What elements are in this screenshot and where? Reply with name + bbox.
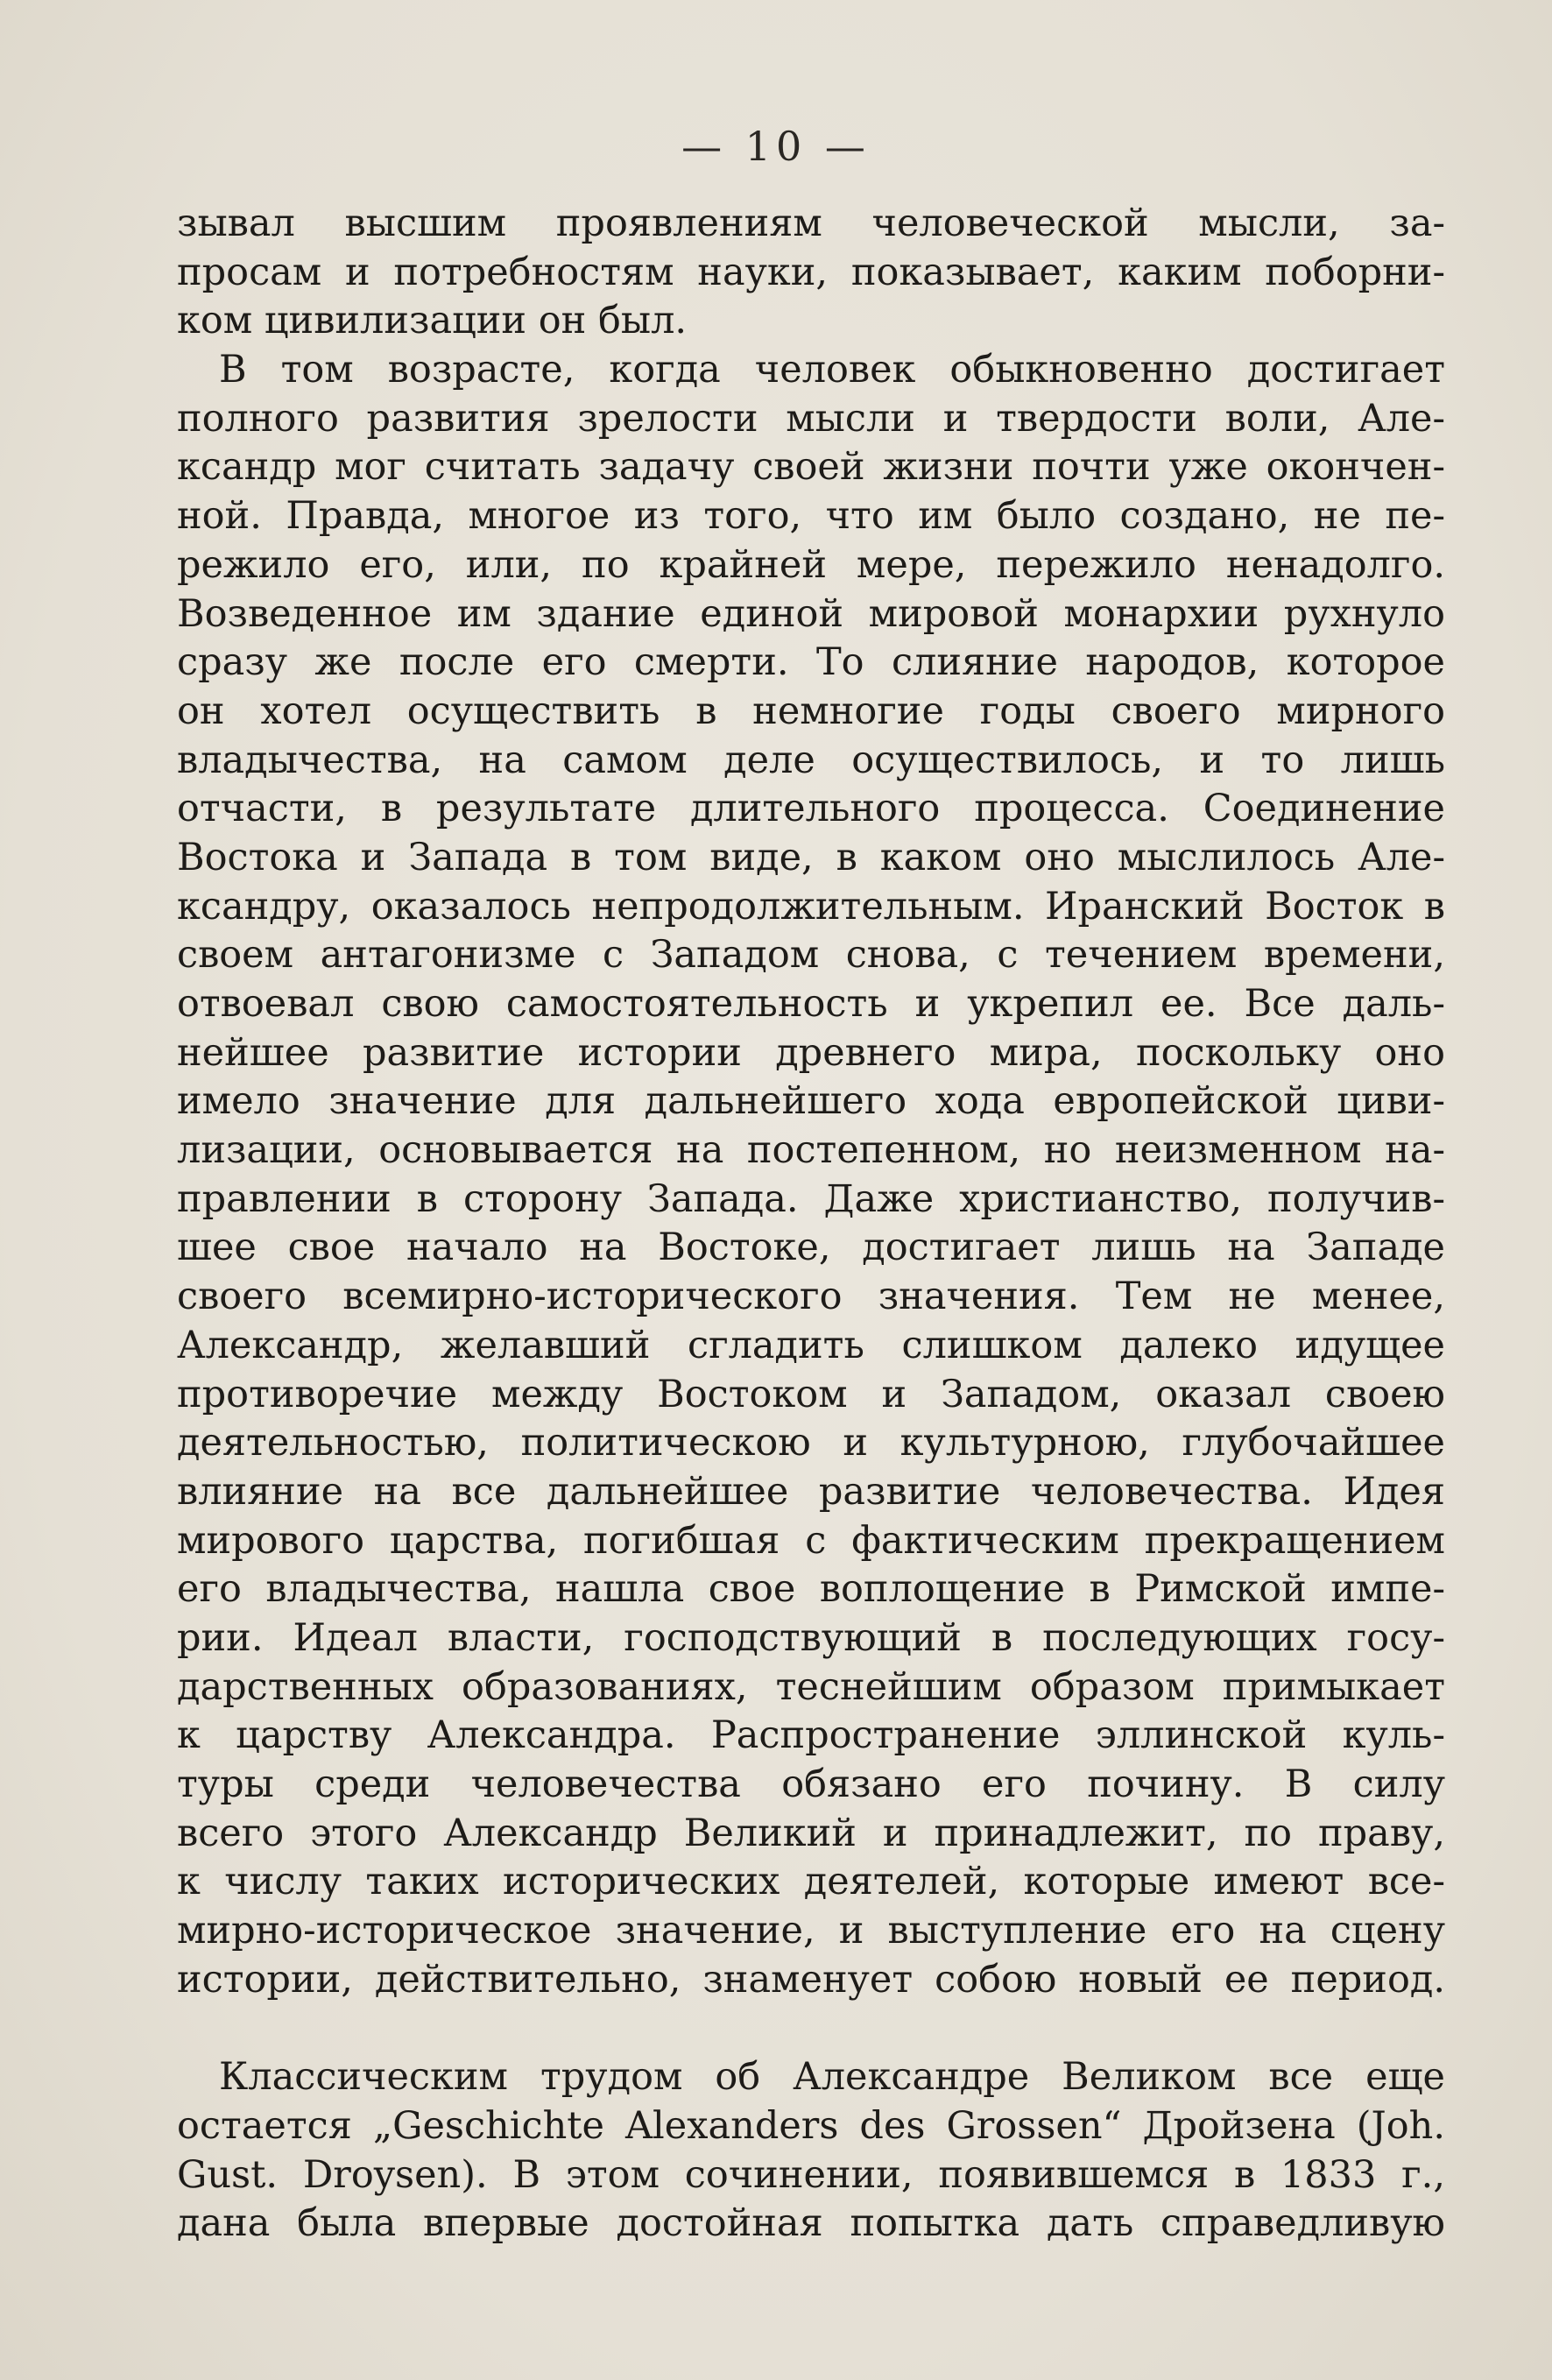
text-line: Возведенное им здание единой мировой монархии рухнуло bbox=[177, 591, 1445, 636]
text-line: отчасти, в результате длительного процесса. Соединение bbox=[177, 787, 1445, 831]
text-line: к числу таких исторических деятелей, которые имеют все- bbox=[177, 1860, 1445, 1904]
page-number: — 10 — bbox=[681, 123, 871, 170]
text-line: своем антагонизме с Западом снова, с течением времени, bbox=[177, 933, 1445, 978]
text-line: ксандр мог считать задачу своей жизни почти уже окончен- bbox=[177, 445, 1445, 490]
text-line: рии. Идеал власти, господствующий в последующих госу- bbox=[177, 1615, 1445, 1660]
text-line: истории, действительно, знаменует собою новый ее период. bbox=[177, 1957, 1445, 2002]
text-line: туры среди человечества обязано его почину. В силу bbox=[177, 1762, 1445, 1806]
text-line: Классическим трудом об Александре Великом все еще bbox=[219, 2055, 1445, 2100]
text-line: лизации, основывается на постепенном, но неизменном на- bbox=[177, 1128, 1445, 1173]
text-line: ксандру, оказалось непродолжительным. Иранский Восток в bbox=[177, 884, 1445, 929]
text-line: имело значение для дальнейшего хода европейской циви- bbox=[177, 1079, 1445, 1124]
text-line: деятельностью, политическою и культурною, глубочайшее bbox=[177, 1421, 1445, 1465]
text-line: нейшее развитие истории древнего мира, поскольку оно bbox=[177, 1030, 1445, 1075]
text-line: ной. Правда, многое из того, что им было создано, не пе- bbox=[177, 494, 1445, 539]
text-line: его владычества, нашла свое воплощение в Римской импе- bbox=[177, 1567, 1445, 1612]
text-line: зывал высшим проявлениям человеческой мысли, за- bbox=[177, 201, 1445, 245]
text-line: своего всемирно-исторического значения. Тем не менее, bbox=[177, 1275, 1445, 1319]
text-line: режило его, или, по крайней мере, пережило ненадолго. bbox=[177, 542, 1445, 587]
text-line: дана была впервые достойная попытка дать справедливую bbox=[177, 2201, 1445, 2246]
body-text bbox=[177, 200, 1445, 2249]
text-line: сразу же после его смерти. То слияние народов, которое bbox=[177, 640, 1445, 685]
text-line: Александр, желавший сгладить слишком далеко идущее bbox=[177, 1323, 1445, 1367]
text-line: владычества, на самом деле осуществилось, и то лишь bbox=[177, 738, 1445, 782]
text-line: В том возрасте, когда человек обыкновенно достигает bbox=[219, 348, 1445, 392]
text-line: противоречие между Востоком и Западом, оказал своею bbox=[177, 1372, 1445, 1416]
text-line: дарственных образованиях, теснейшим образом примыкает bbox=[177, 1664, 1445, 1709]
text-line bbox=[177, 2004, 1445, 2053]
text-line: Gust. Droysen). В этом сочинении, появившемся в 1833 г., bbox=[177, 2152, 1445, 2197]
text-line: всего этого Александр Великий и принадлежит, по праву, bbox=[177, 1811, 1445, 1855]
text-line: полного развития зрелости мысли и твердости воли, Але- bbox=[177, 396, 1445, 441]
text-line: отвоевал свою самостоятельность и укрепил ее. Все даль- bbox=[177, 982, 1445, 1026]
text-line: влияние на все дальнейшее развитие человечества. Идея bbox=[177, 1469, 1445, 1514]
text-line: Востока и Запада в том виде, в каком оно мыслилось Але- bbox=[177, 835, 1445, 879]
text-line: правлении в сторону Запада. Даже христианство, получив- bbox=[177, 1176, 1445, 1221]
text-line: остается „Geschichte Alexanders des Grossen“ Дройзена (Joh. bbox=[177, 2103, 1445, 2148]
text-line: мирового царства, погибшая с фактическим прекращением bbox=[177, 1518, 1445, 1563]
text-line: просам и потребностям науки, показывает, каким поборни- bbox=[177, 250, 1445, 294]
text-line: к царству Александра. Распространение эллинской куль- bbox=[177, 1713, 1445, 1758]
text-line: мирно-историческое значение, и выступление его на сцену bbox=[177, 1909, 1445, 1953]
text-line: шее свое начало на Востоке, достигает лишь на Западе bbox=[177, 1225, 1445, 1270]
text-line: ком цивилизации он был. bbox=[177, 299, 688, 343]
text-line: он хотел осуществить в немногие годы своего мирного bbox=[177, 689, 1445, 733]
